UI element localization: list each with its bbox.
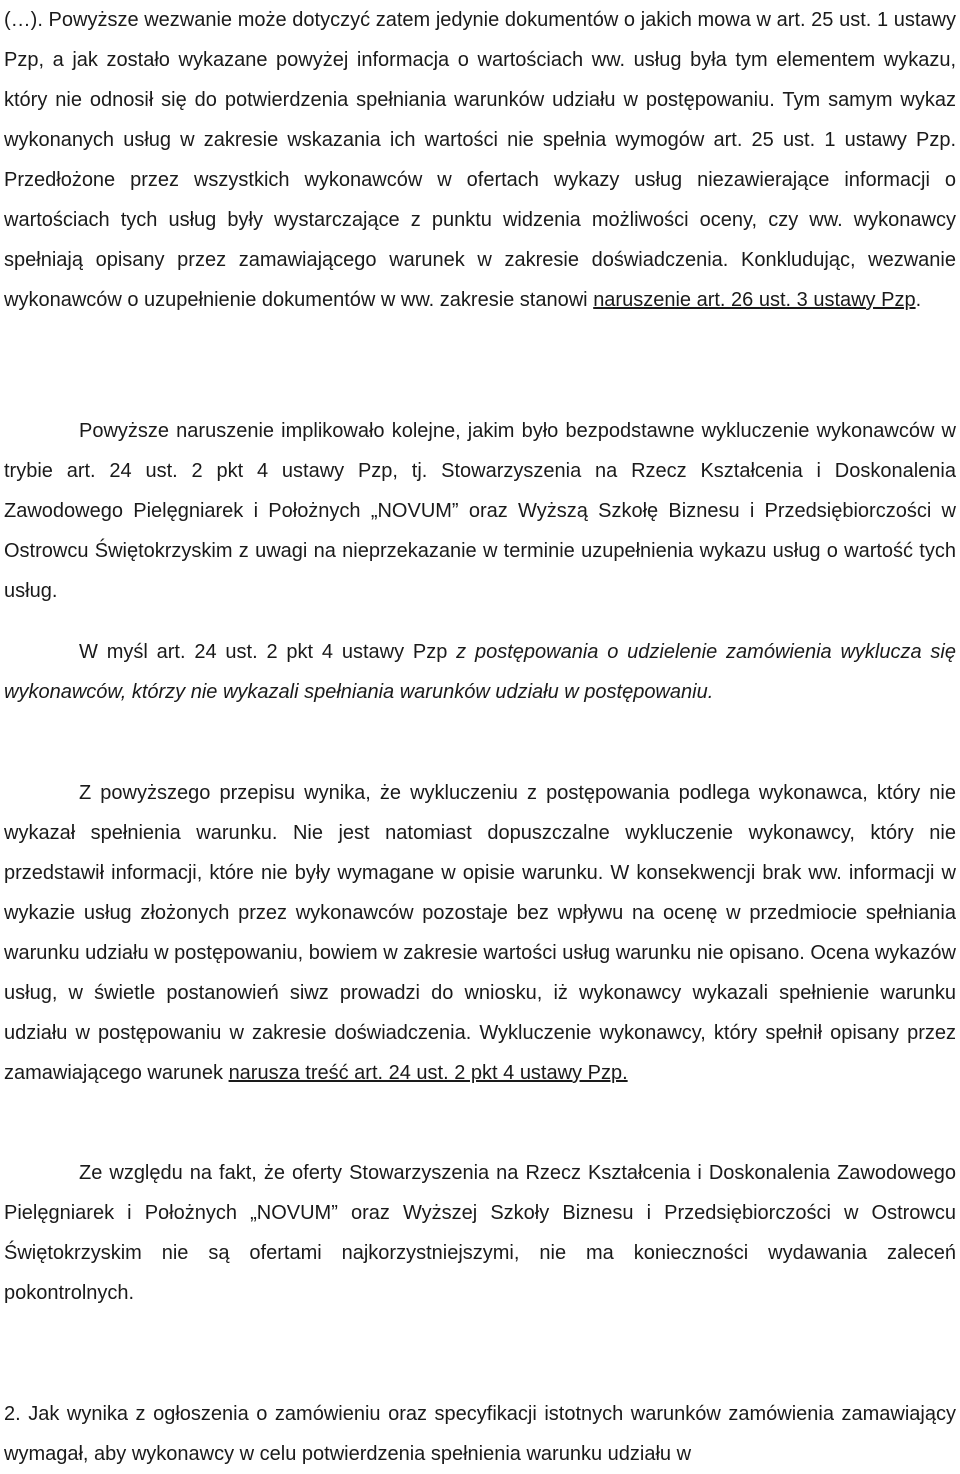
paragraph-4-text: Z powyższego przepisu wynika, że wykluczeniu z postępowania podlega wykonawca, który nie wykazał spełnienia warunku. Nie jest natomiast dopuszczalne wykluczenie wykonawcy, który nie przedstawił informacji, które nie były wymagane w opisie warunku. W konsekwencji brak ww. informacji w wykazie usług złożonych przez wykonawców pozostaje bez wpływu na ocenę w przedmiocie spełniania warunku udziału w postępowaniu, bowiem w zakresie wartości usług warunku nie opisano. Ocena wykazów usług, w świetle postanowień siwz prowadzi do wniosku, iż wykonawcy wykazali spełnienie warunku udziału w postępowaniu w zakresie doświadczenia. Wykluczenie wykonawcy, który spełnił opisany przez zamawiającego warunek [4,782,956,1084]
paragraph-1-underlined: naruszenie art. 26 ust. 3 ustawy Pzp [593,289,916,311]
paragraph-4-underlined: narusza treść art. 24 ust. 2 pkt 4 ustawy Pzp. [228,1062,628,1084]
paragraph-2: Powyższe naruszenie implikowało kolejne, jakim było bezpodstawne wykluczenie wykonawców w trybie art. 24 ust. 2 pkt 4 ustawy Pzp, tj. Stowarzyszenia na Rzecz Kształcenia i Doskonalenia Zawodowego Pielęgniarek i Położnych „NOVUM” oraz Wyższą Szkołę Biznesu i Przedsiębiorczości w Ostrowcu Świętokrzyskim z uwagi na nieprzekazanie w terminie uzupełnienia wykazu usług o wartość tych usług. [4,420,956,602]
paragraph-3 [4,632,956,712]
paragraph-1-text: (…). Powyższe wezwanie może dotyczyć zatem jedynie dokumentów o jakich mowa w art. 25 ust. 1 ustawy Pzp, a jak zostało wykazane powyżej informacja o wartościach ww. usług była tym elementem wykazu, który nie odnosił się do potwierdzenia spełniania warunków udziału w postępowaniu. Tym samym wykaz wykonanych usług w zakresie wskazania ich wartości nie spełnia wymogów art. 25 ust. 1 ustawy Pzp. Przedłożone przez wszystkich wykonawców w ofertach wykazy usług niezawierające informacji o wartościach tych usług były wystarczające z punktu widzenia możliwości oceny, czy ww. wykonawcy spełniają opisany przez zamawiającego warunek w zakresie doświadczenia. Konkludując, wezwanie wykonawców o uzupełnienie dokumentów w ww. zakresie stanowi [4,9,956,311]
paragraph-3-text: W myśl art. 24 ust. 2 pkt 4 ustawy Pzp [79,641,457,663]
paragraph-3-quote: z postępowania o udzielenie zamówienia wyklucza się wykonawców, którzy nie wykazali spełniania warunków udziału w postępowaniu. [4,641,956,703]
paragraph-6: 2. Jak wynika z ogłoszenia o zamówieniu oraz specyfikacji istotnych warunków zamówienia zamawiający wymagał, aby wykonawcy w celu potwierdzenia spełnienia warunku udziału w [4,1403,956,1465]
paragraph-4 [4,773,956,1093]
paragraph-1-end: . [915,289,922,311]
paragraph-5: Ze względu na fakt, że oferty Stowarzyszenia na Rzecz Kształcenia i Doskonalenia Zawodowego Pielęgniarek i Położnych „NOVUM” oraz Wyższej Szkoły Biznesu i Przedsiębiorczości w Ostrowcu Świętokrzyskim nie są ofertami najkorzystniejszymi, nie ma konieczności wydawania zaleceń pokontrolnych. [4,1162,956,1304]
paragraph-1 [4,0,956,320]
